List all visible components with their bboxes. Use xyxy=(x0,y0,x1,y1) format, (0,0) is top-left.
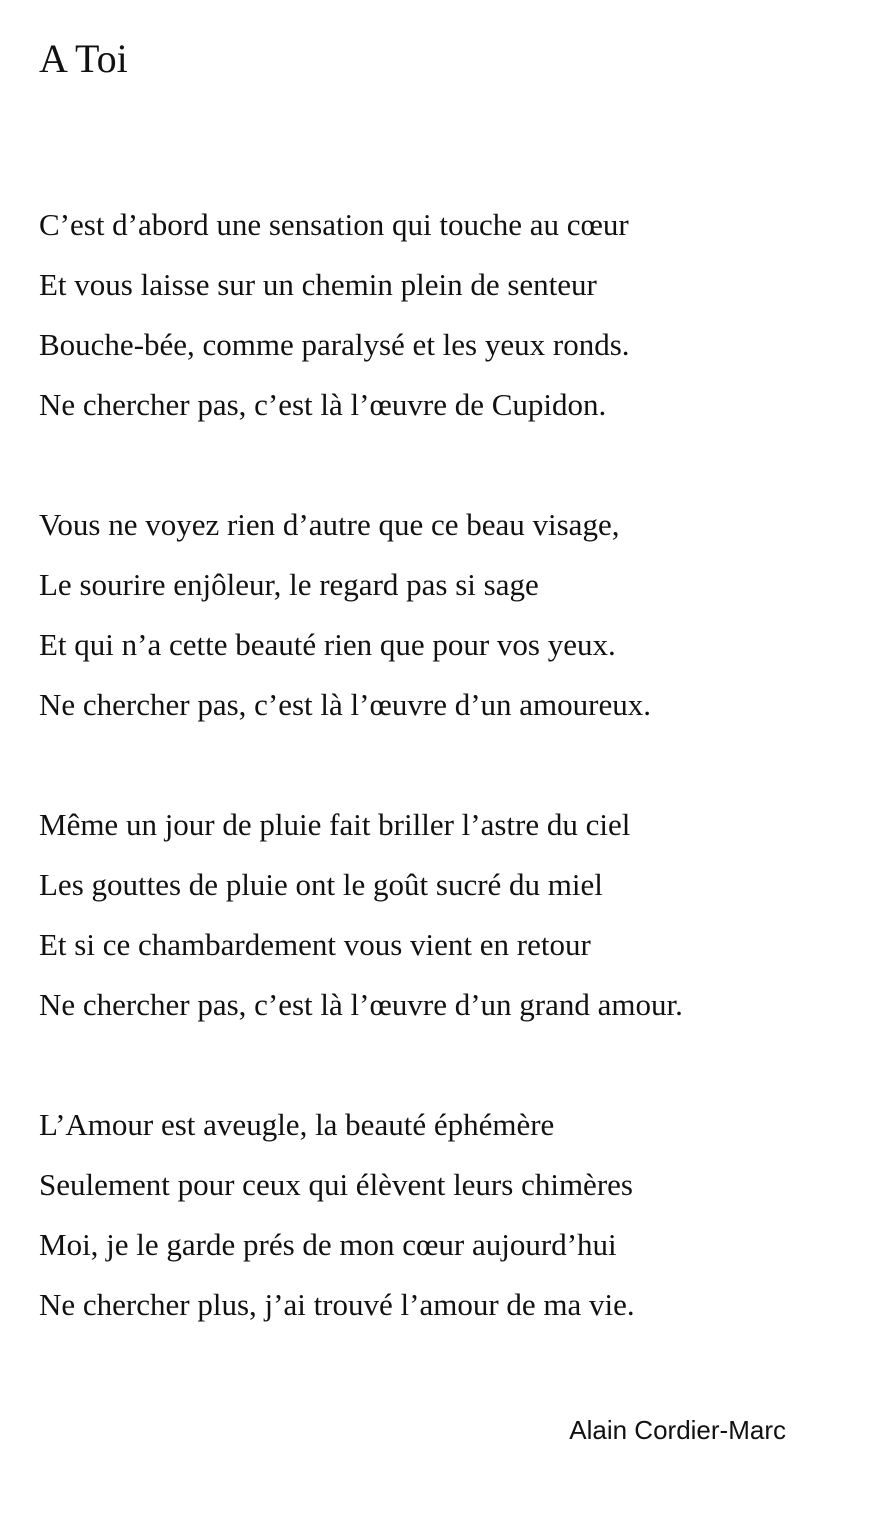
poem-line: Et si ce chambardement vous vient en retour xyxy=(39,927,591,962)
poem-line: Ne chercher pas, c’est là l’œuvre de Cupidon. xyxy=(39,387,607,422)
stanza-2 xyxy=(39,495,879,735)
poem-line: Moi, je le garde prés de mon cœur aujourd’hui xyxy=(39,1227,617,1262)
poem-line: Le sourire enjôleur, le regard pas si sage xyxy=(39,567,539,602)
stanza-3 xyxy=(39,795,879,1035)
poem-line: L’Amour est aveugle, la beauté éphémère xyxy=(39,1107,555,1142)
poem-line: C’est d’abord une sensation qui touche au cœur xyxy=(39,207,629,242)
poem-line: Ne chercher pas, c’est là l’œuvre d’un grand amour. xyxy=(39,987,683,1022)
stanza-4 xyxy=(39,1095,879,1335)
poem-line: Et vous laisse sur un chemin plein de senteur xyxy=(39,267,597,302)
poem-line: Bouche-bée, comme paralysé et les yeux ronds. xyxy=(39,327,630,362)
poem-line: Seulement pour ceux qui élèvent leurs chimères xyxy=(39,1167,633,1202)
poem-body xyxy=(39,195,879,1395)
author-signature: Alain Cordier-Marc xyxy=(569,1415,786,1445)
stanza-1 xyxy=(39,195,879,435)
poem-line: Même un jour de pluie fait briller l’astre du ciel xyxy=(39,807,631,842)
poem-line: Vous ne voyez rien d’autre que ce beau visage, xyxy=(39,507,620,542)
poem-line: Ne chercher plus, j’ai trouvé l’amour de ma vie. xyxy=(39,1287,635,1322)
poem-line: Et qui n’a cette beauté rien que pour vos yeux. xyxy=(39,627,616,662)
poem-line: Les gouttes de pluie ont le goût sucré du miel xyxy=(39,867,603,902)
poem-line: Ne chercher pas, c’est là l’œuvre d’un amoureux. xyxy=(39,687,651,722)
poem-title: A Toi xyxy=(39,36,128,81)
